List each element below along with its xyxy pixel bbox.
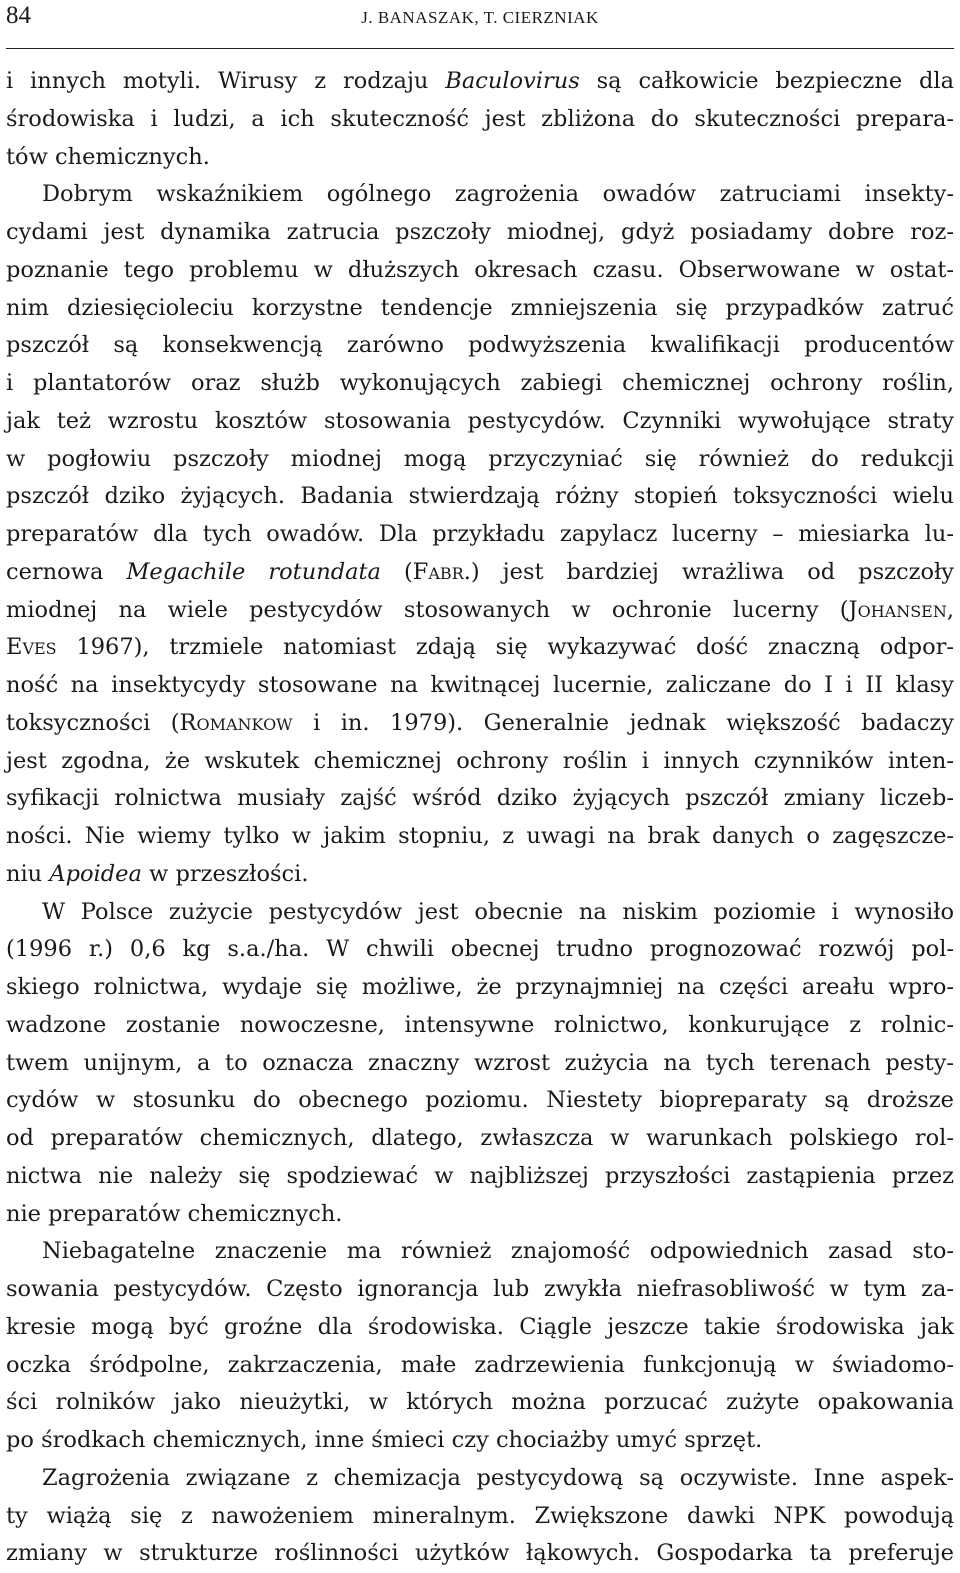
text-line — [6, 1460, 954, 1498]
text-line — [6, 252, 954, 290]
text-run: ty wiążą się z nawożeniem mineralnym. Zwiększone dawki NPK powodują — [6, 1502, 954, 1529]
text-line — [6, 780, 954, 818]
text-run: są całkowicie bezpieczne dla — [579, 68, 955, 94]
author-name-smallcaps: ves — [22, 634, 57, 661]
running-title: J. BANASZAK, T. CIERZNIAK — [361, 8, 599, 27]
text-line — [6, 1233, 954, 1271]
text-run: nictwa nie należy się spodziewać w najbliższej przyszłości zastąpienia przez — [6, 1162, 954, 1189]
text-run: tów chemicznych. — [6, 143, 210, 170]
text-line — [6, 856, 954, 894]
text-line — [6, 365, 954, 403]
text-line — [6, 743, 954, 781]
text-line — [6, 1196, 954, 1234]
text-line — [6, 1384, 954, 1422]
text-line — [6, 1535, 954, 1573]
text-line — [6, 1007, 954, 1045]
text-run: i in. 1979). Generalnie jednak większość badaczy — [292, 709, 954, 736]
running-header — [6, 0, 954, 49]
text-line — [6, 969, 954, 1007]
text-line — [6, 1271, 954, 1309]
text-run: i plantatorów oraz służb wykonujących zabiegi chemicznej ochrony roślin, — [6, 370, 954, 396]
text-run: w pogłowiu pszczoły miodnej mogą przyczyniać się również do redukcji — [6, 445, 954, 472]
text-run: E — [6, 634, 23, 661]
text-run: Zagrożenia związane z chemizacja pestycydową są oczywiste. Inne aspek- — [42, 1464, 954, 1491]
text-run: jest zgodna, że wskutek chemicznej ochrony roślin i innych czynników inten- — [6, 747, 954, 774]
text-run: pszczół dziko żyjących. Badania stwierdzają różny stopień toksyczności wielu — [6, 483, 954, 510]
text-line — [6, 1045, 954, 1083]
text-line — [6, 101, 954, 139]
italic-term: Megachile rotundata — [126, 558, 381, 585]
text-line — [6, 705, 954, 743]
text-run: (1996 r.) 0,6 kg s.a./ha. W chwili obecnej trudno prognozować rozwój pol- — [6, 936, 954, 963]
text-run: cydów w stosunku do obecnego poziomu. Niestety biopreparaty są droższe — [6, 1087, 954, 1114]
text-line — [6, 629, 954, 667]
text-line — [6, 327, 954, 365]
text-run: cernowa — [6, 558, 127, 585]
text-run: nie preparatów chemicznych. — [6, 1200, 343, 1227]
text-line — [6, 478, 954, 516]
text-line — [6, 403, 954, 441]
text-run: ności. Nie wiemy tylko w jakim stopniu, z uwagi na brak danych o zagęszcze- — [6, 823, 954, 849]
text-line — [6, 290, 954, 328]
text-line — [6, 667, 954, 705]
text-run: preparatów dla tych owadów. Dla przykładu zapylacz lucerny – miesiarka lu- — [6, 521, 954, 547]
text-line — [6, 441, 954, 479]
text-run: jak też wzrostu kosztów stosowania pestycydów. Czynniki wywołujące straty — [6, 407, 954, 434]
text-run: środowiska i ludzi, a ich skuteczność jest zbliżona do skuteczności prepara- — [6, 105, 954, 132]
text-line — [6, 554, 954, 592]
text-line — [6, 592, 954, 630]
text-line — [6, 894, 954, 932]
text-run: .) jest bardziej wrażliwa od pszczoły — [463, 558, 954, 585]
text-run: cydami jest dynamika zatrucia pszczoły miodnej, gdyż posiadamy dobre roz- — [6, 219, 954, 245]
page-number: 84 — [6, 2, 31, 29]
text-line — [6, 1158, 954, 1196]
text-run: w przeszłości. — [141, 860, 309, 887]
text-line — [6, 1347, 954, 1385]
text-line — [6, 139, 954, 177]
text-run: kresie mogą być groźne dla środowiska. Ciągle jeszcze takie środowiska jak — [6, 1313, 954, 1340]
text-run: wadzone zostanie nowoczesne, intensywne rolnictwo, konkurujące z rolnic- — [6, 1011, 954, 1038]
text-line — [6, 1120, 954, 1158]
text-run: ści rolników jako nieużytki, w których można porzucać zużyte opakowania — [6, 1389, 954, 1416]
author-name-smallcaps: abr — [428, 558, 464, 585]
italic-term: Baculovirus — [445, 68, 580, 94]
text-run: skiego rolnictwa, wydaje się możliwe, że przynajmniej na części areału wpro- — [6, 974, 954, 1000]
text-line — [6, 1309, 954, 1347]
text-run: Niebagatelne znaczenie ma również znajomość odpowiednich zasad sto- — [42, 1238, 954, 1265]
text-run: syfikacji rolnictwa musiały zajść wśród dziko żyjących pszczół zmiany liczeb- — [6, 785, 954, 812]
author-name-smallcaps: ohansen — [857, 596, 947, 623]
text-line — [6, 516, 954, 554]
text-line — [6, 1422, 954, 1460]
text-run: sowania pestycydów. Często ignorancja lub zwykła niefrasobliwość w tym za- — [6, 1276, 954, 1302]
text-line — [6, 1082, 954, 1120]
text-line — [6, 63, 954, 101]
body-text — [6, 63, 954, 1573]
text-run: pszczół są konsekwencją zarówno podwyższenia kwalifikacji producentów — [6, 332, 954, 359]
text-run: W Polsce zużycie pestycydów jest obecnie na niskim poziomie i wynosiło — [42, 898, 954, 925]
text-run: zmiany w strukturze roślinności użytków łąkowych. Gospodarka ta preferuje — [6, 1540, 954, 1567]
text-line — [6, 818, 954, 856]
text-line — [6, 176, 954, 214]
text-run: od preparatów chemicznych, dlatego, zwłaszcza w warunkach polskiego rol- — [6, 1125, 954, 1151]
text-line — [6, 931, 954, 969]
text-run: poznanie tego problemu w dłuższych okresach czasu. Obserwowane w ostat- — [6, 256, 954, 283]
author-name-smallcaps: omankow — [196, 709, 293, 736]
text-run: po środkach chemicznych, inne śmieci czy chociażby umyć sprzęt. — [6, 1427, 763, 1453]
text-run: 1967), trzmiele natomiast zdają się wykazywać dość znaczną odpor- — [56, 634, 954, 661]
text-run: niu — [6, 860, 50, 887]
text-run: toksyczności (R — [6, 709, 197, 736]
text-run: (F — [380, 558, 429, 585]
text-run: , — [946, 596, 954, 623]
text-run: Dobrym wskaźnikiem ogólnego zagrożenia owadów zatruciami insekty- — [42, 181, 954, 208]
text-run: twem unijnym, a to oznacza znaczny wzrost zużycia na tych terenach pesty- — [6, 1049, 954, 1076]
document-page — [6, 0, 954, 1573]
text-run: miodnej na wiele pestycydów stosowanych w ochronie lucerny (J — [6, 596, 858, 623]
text-line — [6, 1498, 954, 1536]
text-run: nim dziesięcioleciu korzystne tendencje zmniejszenia się przypadków zatruć — [6, 294, 954, 321]
text-run: oczka śródpolne, zakrzaczenia, małe zadrzewienia funkcjonują w świadomo- — [6, 1351, 954, 1378]
italic-term: Apoidea — [49, 860, 142, 887]
text-run: ność na insektycydy stosowane na kwitnącej lucernie, zaliczane do I i II klasy — [6, 672, 954, 698]
text-run: i innych motyli. Wirusy z rodzaju — [6, 68, 446, 94]
text-line — [6, 214, 954, 252]
